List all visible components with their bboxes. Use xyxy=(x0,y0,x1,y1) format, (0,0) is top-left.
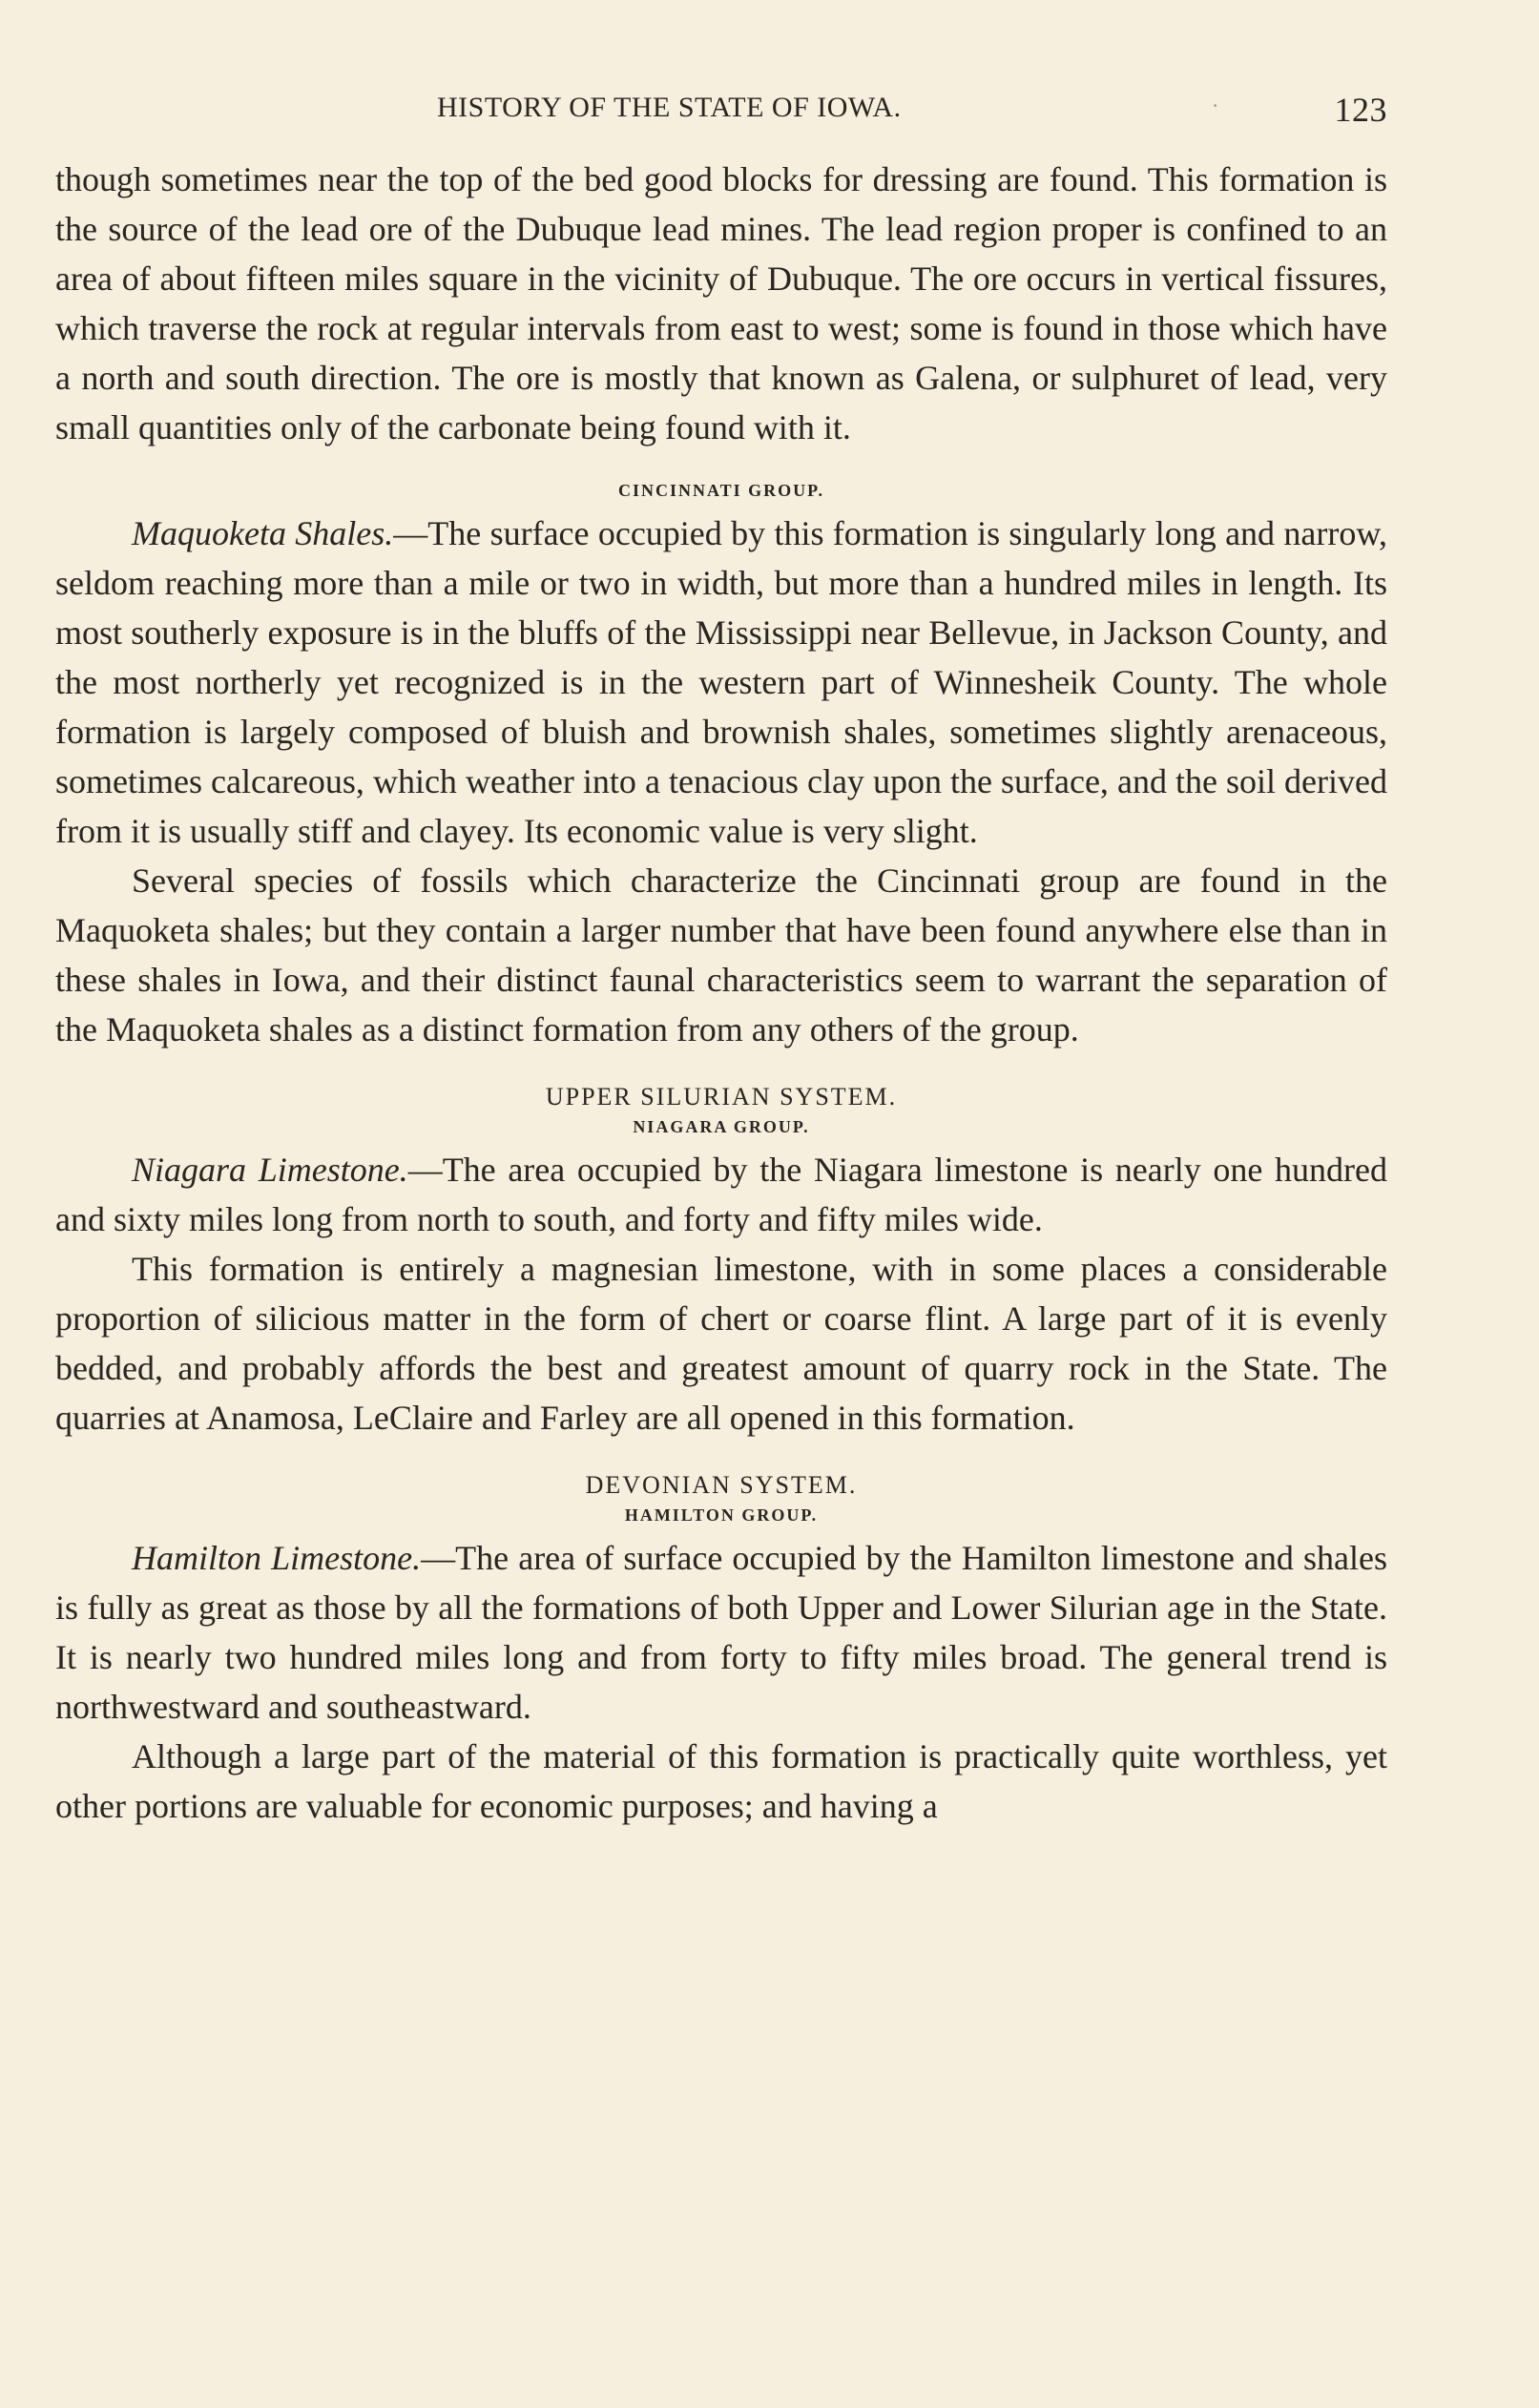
paragraph-economic-purposes: Although a large part of the material of this formation is practically quite worthless, yet other portions are valuable for economic purposes; and having a xyxy=(55,1737,1387,1825)
paragraph-lead-ore: though sometimes near the top of the bed good blocks for dressing are found. This formation is the source of the lead ore of the Dubuque lead mines. The lead region proper is confined to an area of about fifteen miles square in the vicinity of Dubuque. The ore occurs in vertical fissures, which traverse the rock at regular intervals from east to west; some is found in those which have a north and south direction. The ore is mostly that known as Galena, or sulphuret of lead, very small quantities only of the carbonate being found with it. xyxy=(55,160,1387,446)
paragraph-maquoketa-text: —The surface occupied by this formation is singularly long and narrow, seldom reaching more than a mile or two in width, but more than a hundred miles in length. Its most southerly exposure is in the bluffs of the Mississippi near Bellevue, in Jackson County, and the most northerly yet recognized is in the western part of Winnesheik County. The whole formation is largely composed of bluish and brownish shales, sometimes slightly arenaceous, sometimes calcareous, which weather into a tenacious clay upon the surface, and the soil derived from it is usually stiff and clayey. Its economic value is very slight. xyxy=(55,514,1387,850)
paragraph-hamilton-limestone xyxy=(55,1533,1387,1732)
print-mark: · xyxy=(1212,93,1219,117)
paragraph-niagara-limestone xyxy=(55,1145,1387,1244)
paragraph-fossils: Several species of fossils which characterize the Cincinnati group are found in the Maquoketa shales; but they contain a larger number that have been found anywhere else than in these shales in Iowa, and their distinct faunal characteristics seem to warrant the separation of the Maquoketa shales as a distinct formation from any others of the group. xyxy=(55,861,1387,1048)
group-heading-niagara: NIAGARA GROUP. xyxy=(633,1117,810,1136)
paragraph-hamilton-text: —The area of surface occupied by the Hamilton limestone and shales is fully as great as those by all the formations of both Upper and Lower Silurian age in the State. It is nearly two hundred miles long and from forty to fifty miles broad. The general trend is northwestward and southeastward. xyxy=(55,1539,1387,1726)
section-heading-devonian: DEVONIAN SYSTEM. xyxy=(585,1471,858,1499)
paragraph-maquoketa-shales xyxy=(55,509,1387,856)
paragraph-magnesian-limestone: This formation is entirely a magnesian limestone, with in some places a considerable proportion of silicious matter in the form of chert or coarse flint. A large part of it is evenly bedded, and probably affords the best and greatest amount of quarry rock in the State. The quarries at Anamosa, LeClaire and Farley are all opened in this formation. xyxy=(55,1250,1387,1437)
run-in-hamilton: Hamilton Limestone. xyxy=(132,1539,422,1577)
running-title: HISTORY OF THE STATE OF IOWA. xyxy=(437,92,902,123)
run-in-niagara: Niagara Limestone. xyxy=(132,1151,408,1189)
book-page xyxy=(55,92,1387,1831)
body-text xyxy=(55,155,1387,1831)
group-heading-hamilton: HAMILTON GROUP. xyxy=(624,1505,819,1525)
section-heading-upper-silurian: UPPER SILURIAN SYSTEM. xyxy=(545,1083,898,1111)
group-heading-cincinnati: CINCINNATI GROUP. xyxy=(617,481,825,500)
running-head xyxy=(55,92,1387,139)
page-number: 123 xyxy=(1334,91,1387,129)
paragraph-niagara-text: —The area occupied by the Niagara limestone is nearly one hundred and sixty miles long from north to south, and forty and fifty miles wide. xyxy=(55,1151,1387,1238)
run-in-maquoketa: Maquoketa Shales. xyxy=(132,514,394,552)
